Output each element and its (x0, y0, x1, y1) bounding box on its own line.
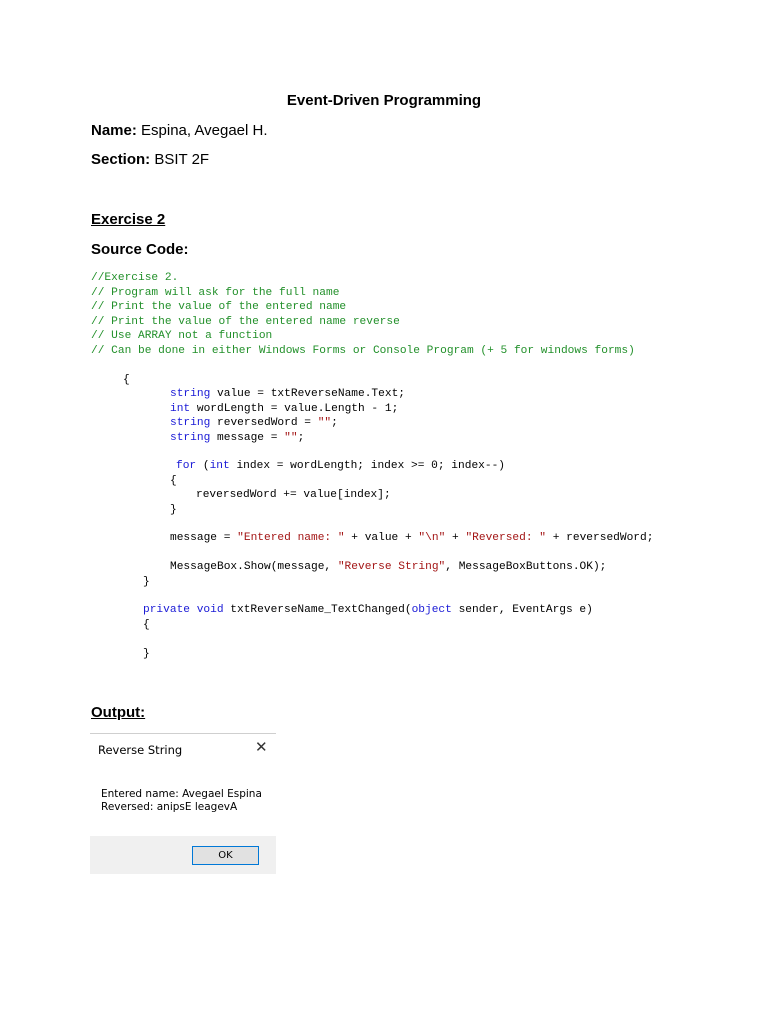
code-string: "Reverse String" (337, 561, 446, 573)
section-line (91, 151, 209, 168)
name-line (91, 122, 268, 139)
dialog-footer (90, 836, 276, 874)
code-open-brace: { (123, 374, 130, 386)
code-for-open-brace: { (170, 474, 177, 487)
code-text: + reversedWord; (546, 532, 654, 544)
code-text: value = txtReverseName.Text; (210, 388, 405, 400)
dialog-title: Reverse String (98, 743, 183, 757)
kw-int: int (209, 460, 230, 472)
code-text: sender, EventArgs e) (451, 604, 593, 616)
ok-button[interactable]: OK (192, 846, 259, 865)
code-string: "\n" (418, 532, 446, 544)
code-for-close-brace: } (170, 503, 177, 516)
code-text: + value + (344, 532, 419, 544)
code-line-message-build (170, 531, 653, 546)
code-text: + (445, 532, 466, 544)
kw-void: void (196, 604, 224, 616)
code-text: ; (331, 417, 338, 429)
code-line-for (176, 459, 505, 474)
code-text: index = wordLength; index >= 0; index--) (229, 460, 506, 472)
code-comment-6: // Can be done in either Windows Forms or Console Program (+ 5 for windows forms) (91, 344, 635, 357)
code-text: wordLength = value.Length - 1; (190, 402, 399, 415)
code-comment-2: // Program will ask for the full name (91, 286, 340, 299)
section-label: Section: (91, 151, 151, 168)
code-handler-open-brace: { (143, 618, 150, 631)
exercise-heading: Exercise 2 (91, 211, 166, 228)
code-line-value (170, 387, 405, 402)
name-label: Name: (91, 122, 137, 139)
code-text: , MessageBoxButtons.OK); (445, 561, 607, 573)
code-line-loop-body: reversedWord += value[index]; (196, 489, 391, 501)
dialog-message-line-2: Reversed: anipsE leagevA (101, 801, 238, 813)
code-text: reversedWord = (210, 417, 318, 429)
code-line-reversedword (170, 416, 338, 431)
code-string: "Reversed: " (465, 532, 547, 544)
kw-string: string (170, 388, 211, 400)
code-string: "Entered name: " (237, 532, 345, 544)
kw-string: string (170, 431, 211, 444)
dialog-message-line-1: Entered name: Avegael Espina (101, 788, 262, 800)
code-comment-3: // Print the value of the entered name (91, 301, 347, 313)
code-comment-1: //Exercise 2. (91, 272, 179, 284)
code-text: message = (210, 431, 285, 444)
kw-object: object (411, 604, 452, 616)
kw-for: for (176, 460, 197, 472)
source-code-heading: Source Code: (91, 241, 189, 258)
kw-string: string (170, 417, 211, 429)
code-text: txtReverseName_TextChanged( (223, 604, 412, 616)
kw-private: private (143, 604, 190, 616)
document-title: Event-Driven Programming (286, 92, 482, 109)
code-line-message (170, 431, 304, 446)
code-line-wordlength (170, 402, 398, 417)
code-string: "" (284, 431, 298, 444)
name-value: Espina, Avegael H. (136, 122, 268, 139)
output-heading: Output: (91, 704, 146, 721)
code-handler-close-brace: } (143, 647, 150, 660)
code-line-handler (143, 603, 593, 618)
code-text: ; (297, 431, 305, 444)
close-icon[interactable]: ✕ (255, 738, 268, 756)
code-comment-4: // Print the value of the entered name reverse (91, 315, 400, 328)
section-value: BSIT 2F (150, 151, 210, 168)
code-method-close-brace: } (143, 575, 150, 588)
code-text: MessageBox.Show(message, (170, 561, 338, 573)
code-line-messagebox (170, 560, 606, 575)
code-string: "" (317, 417, 332, 429)
message-box-dialog (90, 733, 276, 874)
code-text: message = (170, 532, 238, 544)
code-text: ( (196, 460, 210, 472)
kw-int: int (170, 402, 191, 415)
code-comment-5: // Use ARRAY not a function (91, 330, 273, 342)
